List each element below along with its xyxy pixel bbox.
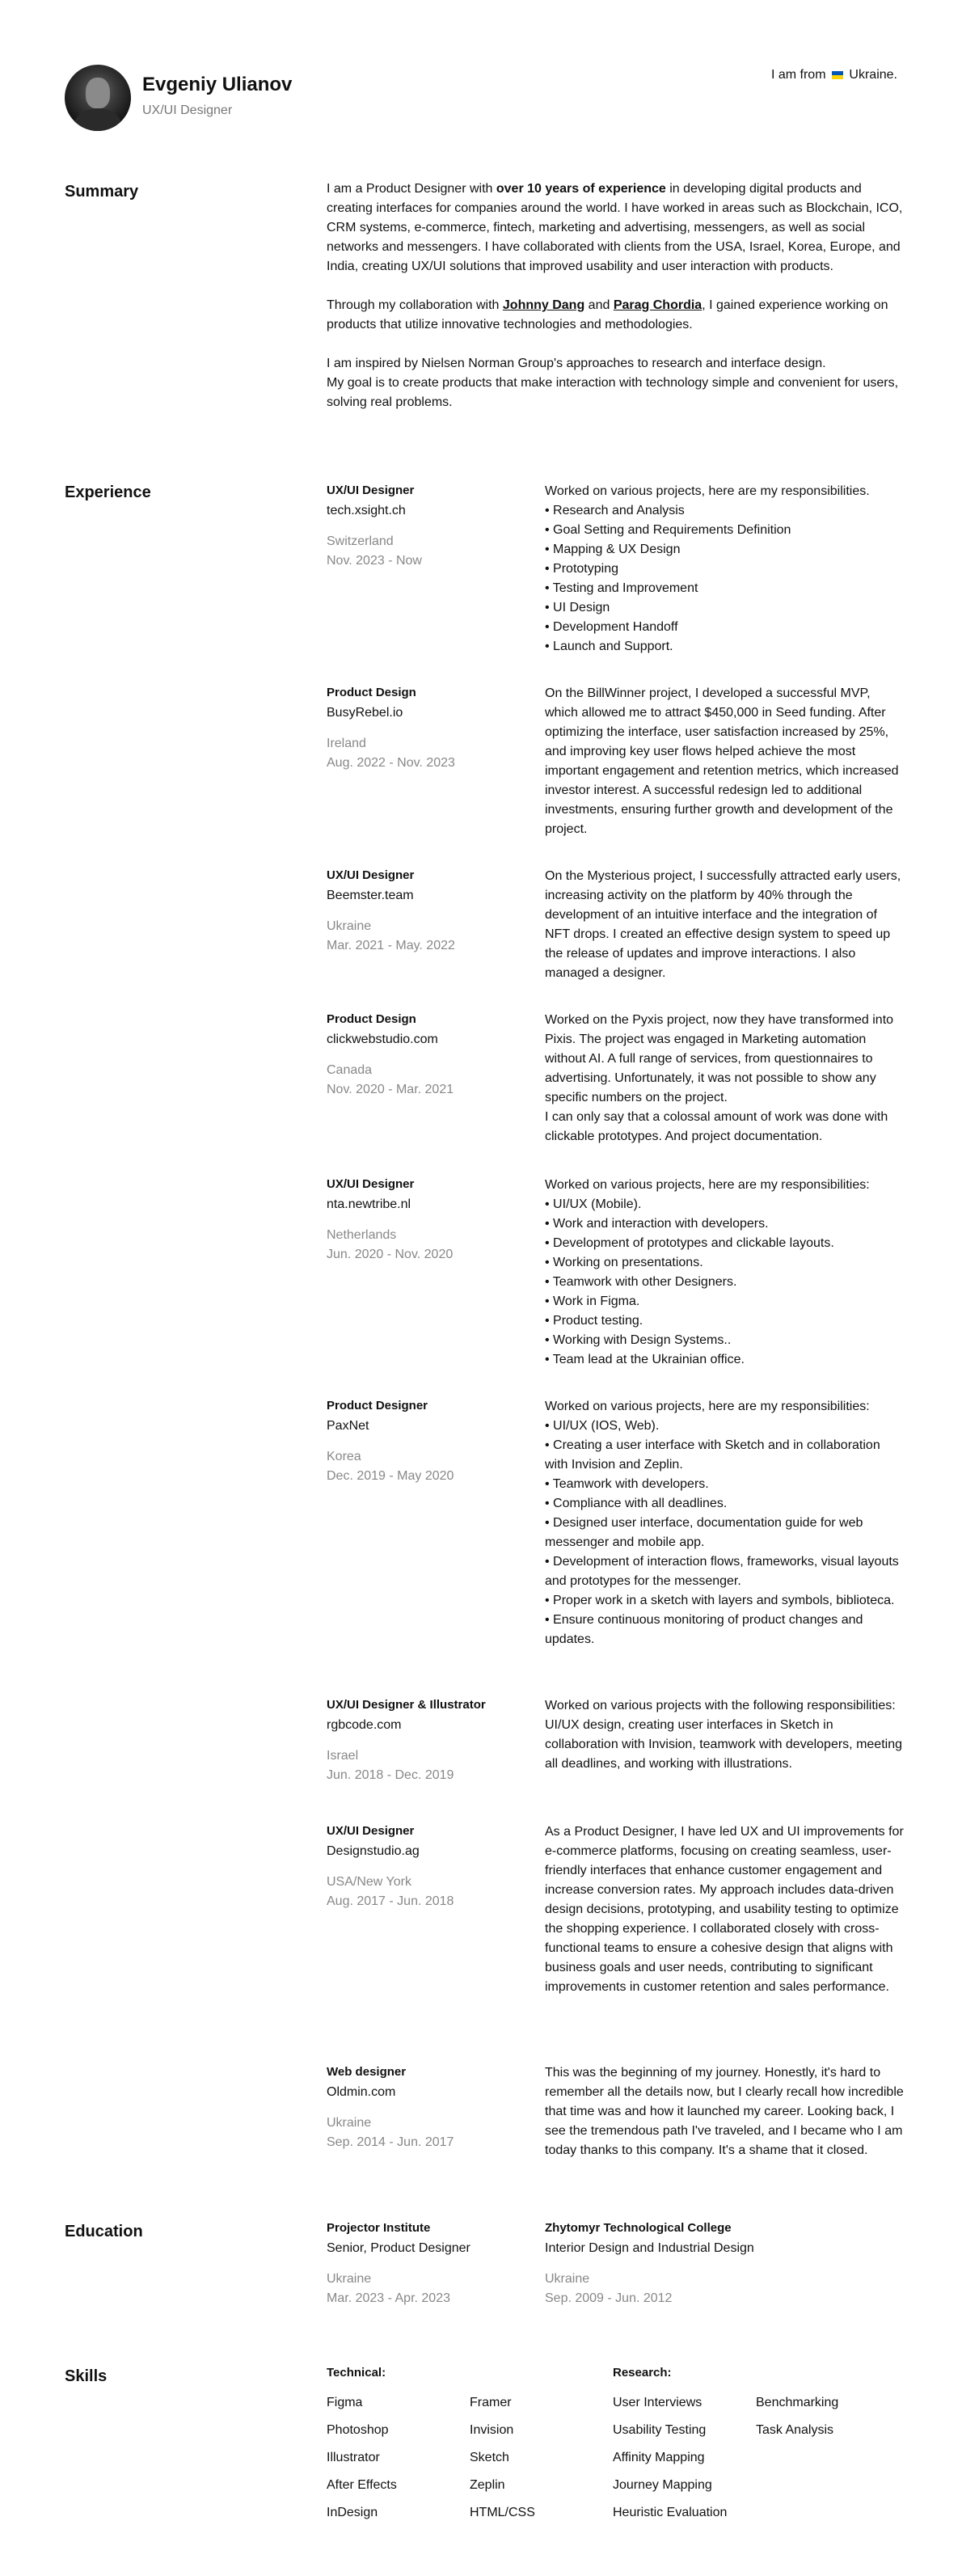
skill-item: Heuristic Evaluation (613, 2506, 728, 2519)
job-description: Worked on the Pyxis project, now they have transformed into Pixis. The project was engaged in Marketing automation without AI. A full range of services, from questionnaires to advertising. Unfortunately, it was not possible to show any specific numbers on the project. I can only say that a colossal amount of work was done with clickable prototypes. And project documentation. (545, 1013, 894, 1143)
job-entry (327, 1011, 905, 1147)
skills-grid (327, 2364, 905, 2542)
summary-title: Summary (65, 183, 139, 201)
job-dates: Nov. 2020 - Mar. 2021 (327, 1083, 454, 1096)
job-description: As a Product Designer, I have led UX and UI improvements for e-commerce platforms, focusing on creating seamless, user-friendly interfaces that enhance customer engagement and increase conversion rates. My approach includes data-driven design decisions, prototyping, and usability testing to optimize the shopping experience. I collaborated closely with cross-functional teams to ensure a cohesive design that aligns with business goals and user needs, contributing to significant improvements in customer retention and sales performance. (545, 1825, 904, 1994)
education-location: Ukraine (545, 2272, 590, 2286)
job-dates: Sep. 2014 - Jun. 2017 (327, 2135, 454, 2149)
job-company: Oldmin.com (327, 2085, 396, 2099)
research-skills-title: Research: (613, 2366, 672, 2380)
job-entry (327, 482, 905, 657)
job-description: Worked on various projects with the following responsibilities: UI/UX design, creating user interfaces in Sketch in collaboration with Invision, teamwork with developers, meeting all deadlines, and working with illustrations. (545, 1699, 902, 1771)
summary-highlight: over 10 years of experience (496, 182, 666, 196)
summary-paragraph-3: I am inspired by Nielsen Norman Group's approaches to research and interface design. My goal is to create products that make interaction with technology simple and convenient for users, solving real problems. (327, 357, 899, 409)
job-title: Product Designer (327, 1399, 428, 1413)
education-location: Ukraine (327, 2272, 372, 2286)
job-location: Switzerland (327, 534, 394, 548)
job-description: This was the beginning of my journey. Honestly, it's hard to remember all the details now, but I clearly recall how incredible that time was and how it launched my career. Looking back, I see the tremendous path I've traveled, and I became who I am today thanks to this company. It's a shame that it closed. (545, 2066, 904, 2157)
job-title: UX/UI Designer (327, 1177, 415, 1191)
education-degree: Senior, Product Designer (327, 2241, 470, 2255)
job-title: Product Design (327, 1012, 416, 1026)
skill-item: Usability Testing (613, 2423, 707, 2437)
location-prefix: I am from (770, 68, 826, 82)
job-dates: Jun. 2018 - Dec. 2019 (327, 1768, 454, 1782)
job-description: Worked on various projects, here are my responsibilities. • Research and Analysis • Goal Setting and Requirements Definition • Mapping & UX Design • Prototyping • Testing and Improvement • UI Design • Development Handoff • Launch and Support. (545, 484, 870, 653)
job-entry (327, 1696, 905, 1785)
ukraine-flag-icon (832, 71, 843, 79)
job-entry (327, 1397, 905, 1649)
job-entry (327, 2063, 905, 2160)
job-entry (327, 867, 905, 983)
job-dates: Aug. 2022 - Nov. 2023 (327, 756, 455, 770)
job-description: On the Mysterious project, I successfully attracted early users, increasing activity on the platform by 40% through the development of an intuitive interface and the integration of NFT drops. I created an effective design system to speed up the release of updates and improve interactions. I also managed a designer. (545, 869, 901, 980)
job-location: Israel (327, 1749, 359, 1763)
job-dates: Aug. 2017 - Jun. 2018 (327, 1894, 454, 1908)
skill-item: InDesign (327, 2506, 378, 2519)
profile-location (771, 66, 897, 84)
job-description: Worked on various projects, here are my responsibilities: • UI/UX (IOS, Web). • Creating a user interface with Sketch and in collaboration with Invision and Zeplin. • Teamwork with developers. • Compliance with all deadlines. • Designed user interface, documentation guide for web messenger and mobile app. • Development of interaction flows, frameworks, visual layouts and prototypes for the messenger. • Proper work in a sketch with layers and symbols, biblioteca. • Ensure continuous monitoring of product changes and updates. (545, 1400, 899, 1646)
job-company: Beemster.team (327, 889, 414, 902)
summary-body (327, 179, 905, 432)
job-entry (327, 684, 905, 839)
education-degree: Interior Design and Industrial Design (545, 2241, 754, 2255)
job-entry (327, 1176, 905, 1370)
johnny-dang-link[interactable]: Johnny Dang (502, 298, 585, 312)
job-entry (327, 1822, 905, 1997)
education-entry (545, 2219, 905, 2308)
job-dates: Mar. 2021 - May. 2022 (327, 939, 455, 952)
experience-title: Experience (65, 484, 151, 501)
job-title: UX/UI Designer (327, 484, 415, 497)
skills-title: Skills (65, 2367, 108, 2385)
skill-item: Task Analysis (756, 2423, 834, 2437)
job-company: tech.xsight.ch (327, 504, 406, 517)
skill-item: Journey Mapping (613, 2478, 712, 2492)
summary-paragraph-1: I am a Product Designer with over 10 years of experience in developing digital products and creating interfaces for companies around the world. I have worked in areas such as Blockchain, ICO, CRM systems, e-commerce, fintech, marketing and advertising, messengers, as well as social networks and messengers. I have collaborated with clients from the USA, Israel, Korea, Europe, and India, creating UX/UI solutions that improved usability and user interaction with products. (327, 182, 903, 273)
skill-item: Benchmarking (756, 2396, 839, 2409)
skill-item: After Effects (327, 2478, 397, 2492)
job-company: PaxNet (327, 1419, 369, 1433)
job-company: clickwebstudio.com (327, 1033, 438, 1046)
skill-item: Figma (327, 2396, 363, 2409)
skill-item: Sketch (470, 2451, 509, 2464)
job-location: Korea (327, 1450, 361, 1463)
summary-paragraph-2: Through my collaboration with Johnny Dang and Parag Chordia, I gained experience working on products that utilize innovative technologies and methodologies. (327, 298, 888, 332)
job-company: rgbcode.com (327, 1718, 402, 1732)
job-title: UX/UI Designer (327, 868, 415, 882)
profile-role: UX/UI Designer (142, 103, 233, 117)
job-location: Canada (327, 1063, 373, 1077)
avatar (65, 65, 131, 131)
education-school: Zhytomyr Technological College (545, 2221, 732, 2235)
education-dates: Sep. 2009 - Jun. 2012 (545, 2291, 673, 2305)
job-location: Ukraine (327, 2116, 372, 2130)
job-company: Designstudio.ag (327, 1844, 420, 1858)
job-title: Web designer (327, 2065, 407, 2079)
skill-item: Photoshop (327, 2423, 389, 2437)
job-location: Netherlands (327, 1228, 397, 1242)
job-description: On the BillWinner project, I developed a successful MVP, which allowed me to attract $450,000 in Seed funding. After optimizing the interface, user satisfaction increased by 25%, and improving key user flows helped achieve the most important engagement and retention metrics, which increased investor interest. A successful redesign led to additional investments, ensuring further growth and development of the project. (545, 686, 899, 836)
job-location: Ireland (327, 737, 366, 750)
profile-header (65, 65, 897, 133)
job-company: nta.newtribe.nl (327, 1197, 411, 1211)
job-title: UX/UI Designer (327, 1824, 415, 1838)
skill-item: Invision (470, 2423, 514, 2437)
education-entry (327, 2219, 545, 2308)
education-title: Education (65, 2223, 143, 2240)
education-list (327, 2219, 905, 2308)
job-location: Ukraine (327, 919, 372, 933)
location-country: Ukraine. (849, 68, 897, 82)
technical-skills-title: Technical: (327, 2366, 386, 2380)
job-company: BusyRebel.io (327, 706, 403, 720)
education-school: Projector Institute (327, 2221, 431, 2235)
parag-chordia-link[interactable]: Parag Chordia (613, 298, 703, 312)
job-title: UX/UI Designer & Illustrator (327, 1698, 486, 1712)
profile-name: Evgeniy Ulianov (142, 74, 293, 95)
job-title: Product Design (327, 686, 416, 699)
job-description: Worked on various projects, here are my responsibilities: • UI/UX (Mobile). • Work and interaction with developers. • Development of prototypes and clickable layouts. • Working on presentations. • Teamwork with other Designers. • Work in Figma. • Product testing. • Working with Design Systems.. • Team lead at the Ukrainian office. (545, 1178, 870, 1366)
education-dates: Mar. 2023 - Apr. 2023 (327, 2291, 450, 2305)
job-dates: Jun. 2020 - Nov. 2020 (327, 1248, 454, 1261)
job-dates: Nov. 2023 - Now (327, 554, 422, 568)
skill-item: Affinity Mapping (613, 2451, 705, 2464)
skill-item: HTML/CSS (470, 2506, 535, 2519)
skill-item: Zeplin (470, 2478, 505, 2492)
skill-item: Framer (470, 2396, 512, 2409)
skill-item: User Interviews (613, 2396, 703, 2409)
job-location: USA/New York (327, 1875, 411, 1889)
job-dates: Dec. 2019 - May 2020 (327, 1469, 454, 1483)
skill-item: Illustrator (327, 2451, 380, 2464)
